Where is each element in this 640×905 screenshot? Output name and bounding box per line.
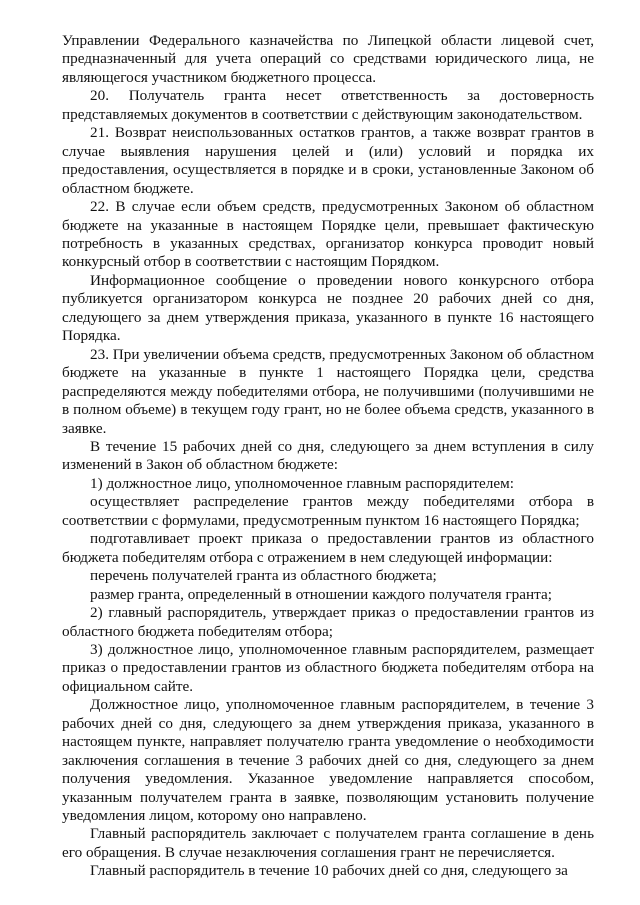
paragraph: размер гранта, определенный в отношении каждого получателя гранта; [90,585,552,603]
list-item: 2) главный распорядитель, утверждает приказ о предоставлении грантов из областного бюджета победителям отбора; [62,604,594,640]
paragraph: подготавливает проект приказа о предоставлении грантов из областного бюджета победителям отбора с отражением в нем следующей информации: [62,530,594,566]
list-item: 3) должностное лицо, уполномоченное главным распорядителем, размещает приказ о предоставлении грантов из областного бюджета победителям отбора на официальном сайте. [62,640,594,695]
paragraph: Информационное сообщение о проведении нового конкурсного отбора публикуется организатором конкурса не позднее 20 рабочих дней со дня, следующего за днем утверждения приказа, указанного в пункте 16 настоящего Порядка. [62,271,594,345]
paragraph-truncated: Главный распорядитель в течение 10 рабочих дней со дня, следующего за [90,862,568,880]
paragraph: Главный распорядитель заключает с получателем гранта соглашение в день его обращения. В случае незаключения соглашения грант не перечисляется. [62,825,594,861]
document-body [62,32,594,881]
paragraph-item-20: 20. Получатель гранта несет ответственность за достоверность представляемых документов в соответствии с действующим законодательством. [62,87,594,123]
paragraph: осуществляет распределение грантов между победителями отбора в соответствии с формулами, предусмотренным пунктом 16 настоящего Порядка; [62,493,594,529]
paragraph: В течение 15 рабочих дней со дня, следующего за днем вступления в силу изменений в Закон об областном бюджете: [62,437,594,474]
list-item: 1) должностное лицо, уполномоченное главным распорядителем: [90,474,514,492]
paragraph-item-21: 21. Возврат неиспользованных остатков грантов, а также возврат грантов в случае выявления нарушения целей и (или) условий и порядка их предоставления, осуществляется в порядке и в сроки, установленные Законом об областном бюджете. [62,124,594,197]
paragraph-item-22: 22. В случае если объем средств, предусмотренных Законом об областном бюджете на указанные в настоящем Порядке цели, превышает фактическую потребность в указанных средствах, организатор конкурса проводит новый конкурсный отбор в соответствии с настоящим Порядком. [62,198,594,271]
paragraph-continuation: Управлении Федерального казначейства по Липецкой области лицевой счет, предназначенный для учета операций со средствами юридического лица, не являющегося участником бюджетного процесса. [62,32,594,86]
paragraph: Должностное лицо, уполномоченное главным распорядителем, в течение 3 рабочих дней со дня, следующего за днем утверждения приказа, указанного в настоящем пункте, направляет получателю гранта уведомление о необходимости заключения соглашения в течение 3 рабочих дней со дня, следующего за днем получения уведомления. Указанное уведомление направляется способом, указанным получателем гранта в заявке, позволяющим установить получение уведомления лицом, которому оно направлено. [62,696,594,825]
paragraph: перечень получателей гранта из областного бюджета; [90,567,437,585]
paragraph-item-23: 23. При увеличении объема средств, предусмотренных Законом об областном бюджете на указанные в пункте 1 настоящего Порядка цели, средства распределяются между победителями отбора, не получившими (получившими не в полном объеме) в текущем году грант, но не более объема средств, указанного в заявке. [62,345,594,437]
